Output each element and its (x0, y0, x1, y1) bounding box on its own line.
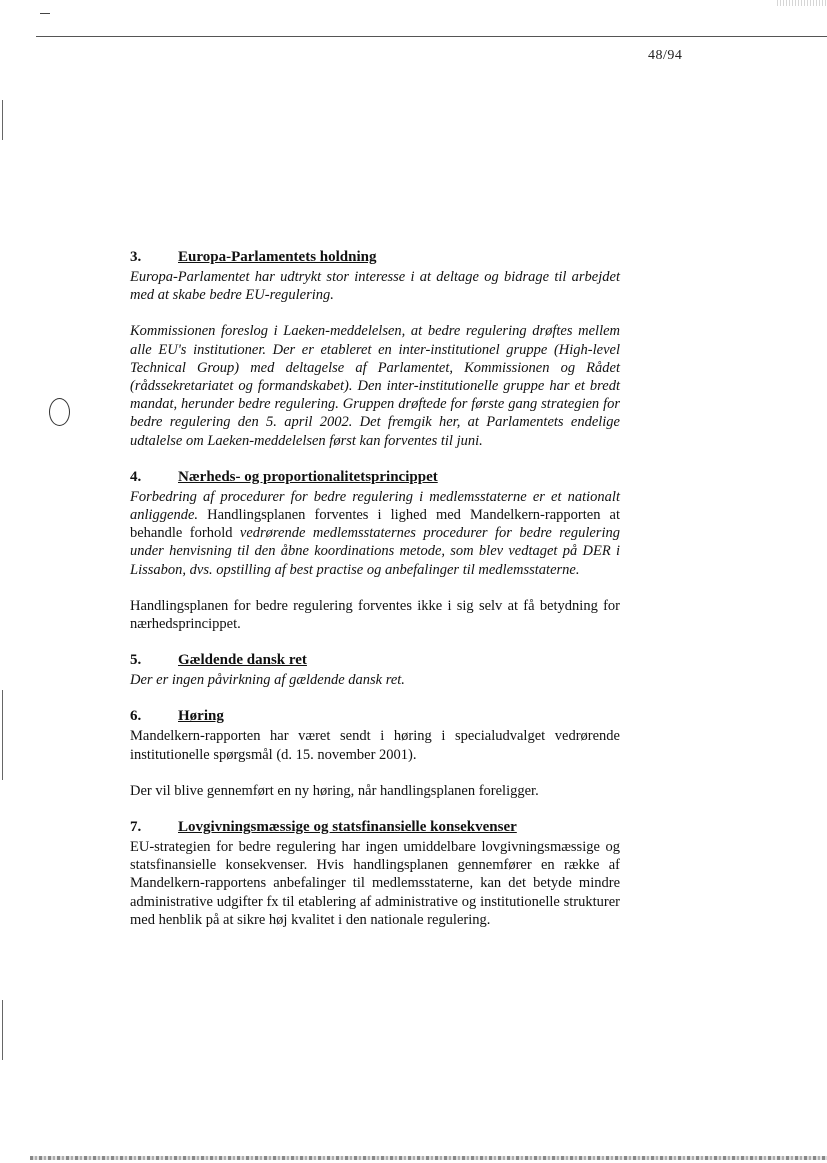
section-heading (130, 818, 620, 836)
paragraph: Handlingsplanen for bedre regulering forventes ikke i sig selv at få betydning for nærhedsprincippet. (130, 597, 620, 633)
italic-text: vedrørende medlemsstaternes procedurer for bedre regulering under henvisning til den åbne koordinations metode, som blev vedtaget på DER i Lissabon, dvs. opstilling af best practise og anbefalinger til medlemsstaterne. (130, 525, 620, 578)
page-number: 48/94 (648, 48, 683, 63)
section-3 (130, 248, 620, 450)
header-rule (36, 36, 827, 37)
section-6 (130, 707, 620, 800)
section-title: Europa-Parlamentets holdning (178, 249, 377, 265)
paragraph: Der vil blive gennemført en ny høring, når handlingsplanen foreligger. (130, 782, 539, 799)
paragraph: Kommissionen foreslog i Laeken-meddelelsen, at bedre regulering drøftes mellem alle EU's institutioner. Der er etableret en inter-institutionel gruppe (High-level Technical Group) med deltagelse af Parlamentet, Kommissionen og Rådet (rådssekretariatet og formandskabet). Den inter-institutionelle gruppe har et bredt mandat, herunder bedre regulering. Gruppen drøftede for første gang strategien for bedre regulering den 5. april 2002. Det fremgik her, at Parlamentets endelige udtalelse om Laeken-meddelelsen først kan forventes til juni. (130, 323, 620, 449)
section-number: 4. (130, 468, 142, 485)
section-heading (130, 651, 620, 669)
section-number: 7. (130, 819, 142, 836)
italic-text: Forbedring af procedurer for bedre regulering i medlemsstaterne er et nationalt anliggende. (130, 488, 620, 524)
section-number: 5. (130, 652, 142, 669)
scan-artifact (777, 0, 827, 6)
section-7 (130, 818, 620, 929)
document-body (130, 248, 620, 929)
section-heading (130, 707, 620, 725)
regular-text: Handlingsplanen forventes i lighed med Mandelkern-rapporten at behandle forhold (130, 507, 620, 542)
paragraph: Mandelkern-rapporten har været sendt i høring i specialudvalget vedrørende institutionelle spørgsmål (d. 15. november 2001). (130, 728, 620, 763)
section-4 (130, 468, 620, 633)
scan-edge (2, 100, 3, 140)
section-title: Lovgivningsmæssige og statsfinansielle konsekvenser (178, 819, 517, 836)
section-number: 3. (130, 249, 142, 265)
scan-edge (2, 1000, 3, 1060)
paragraph: Der er ingen påvirkning af gældende dansk ret. (130, 672, 405, 689)
section-title: Gældende dansk ret (178, 652, 307, 669)
scan-edge (2, 690, 3, 780)
section-heading (130, 248, 620, 266)
section-title: Nærheds- og proportionalitetsprincippet (178, 468, 438, 485)
scan-artifact (30, 1156, 827, 1160)
section-5 (130, 651, 620, 689)
section-title: Høring (178, 708, 224, 725)
paragraph (130, 488, 620, 579)
scan-mark (40, 13, 50, 14)
section-heading (130, 468, 620, 486)
punch-hole (49, 398, 70, 426)
section-number: 6. (130, 708, 142, 725)
paragraph: EU-strategien for bedre regulering har ingen umiddelbare lovgivningsmæssige og statsfinansielle konsekvenser. Hvis handlingsplanen gennemfører en række af Mandelkern-rapportens anbefalinger til medlemsstaterne, kan det betyde mindre administrative udgifter fx til etablering af administrative og institutionelle strukturer med henblik på at sikre høj kvalitet i den nationale regulering. (130, 839, 620, 928)
paragraph: Europa-Parlamentet har udtrykt stor interesse i at deltage og bidrage til arbejdet med at skabe bedre EU-regulering. (130, 269, 620, 304)
